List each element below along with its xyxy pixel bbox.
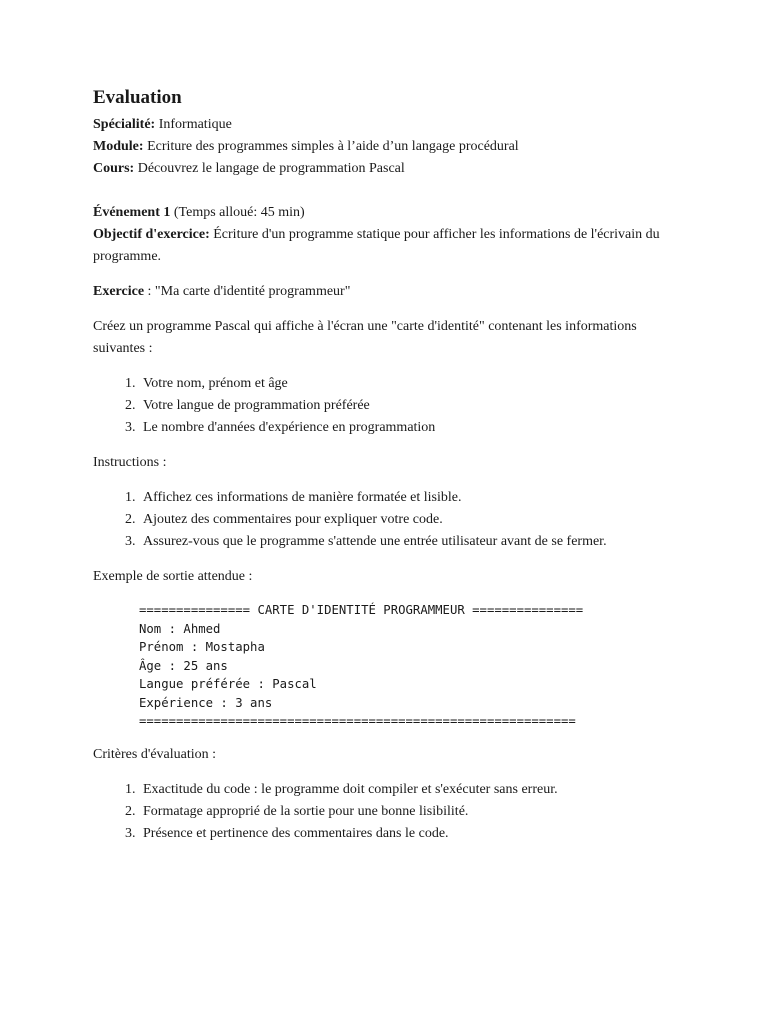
code-line: Expérience : 3 ans: [139, 695, 273, 710]
list-item: 3. Assurez-vous que le programme s'attende une entrée utilisateur avant de se fermer.: [139, 531, 675, 553]
event-time: (Temps alloué: 45 min): [170, 205, 305, 220]
example-output-block: [93, 601, 675, 731]
meta-label: Spécialité:: [93, 117, 156, 132]
meta-label: Cours:: [93, 161, 135, 176]
meta-specialite: [93, 114, 675, 136]
list-item: 2. Formatage approprié de la sortie pour une bonne lisibilité.: [139, 801, 675, 823]
meta-value: Découvrez le langage de programmation Pascal: [134, 161, 405, 176]
list-item: 3. Le nombre d'années d'expérience en programmation: [139, 417, 675, 439]
list-item: 3. Présence et pertinence des commentaires dans le code.: [139, 823, 675, 845]
example-heading: Exemple de sortie attendue :: [93, 569, 253, 584]
list-item: 2. Ajoutez des commentaires pour expliquer votre code.: [139, 509, 675, 531]
document-title: Evaluation: [93, 87, 182, 108]
objective-text: Écriture d'un programme statique pour afficher les informations de l'écrivain du programme.: [93, 227, 660, 264]
instructions-list: [93, 487, 675, 553]
info-list: [93, 373, 675, 439]
meta-cours: [93, 158, 675, 180]
list-item: 1. Exactitude du code : le programme doit compiler et s'exécuter sans erreur.: [139, 779, 675, 801]
meta-label: Module:: [93, 139, 144, 154]
intro-paragraph: Créez un programme Pascal qui affiche à l'écran une "carte d'identité" contenant les informations suivantes :: [93, 319, 637, 356]
meta-module: [93, 136, 675, 158]
code-line: =============== CARTE D'IDENTITÉ PROGRAMMEUR ===============: [139, 603, 584, 617]
event-line: [93, 202, 675, 224]
code-line: Prénom : Mostapha: [139, 640, 265, 654]
list-item: 1. Affichez ces informations de manière formatée et lisible.: [139, 487, 675, 509]
criteria-list: [93, 779, 675, 845]
criteria-heading: Critères d'évaluation :: [93, 746, 217, 762]
code-line: Âge : 25 ans: [139, 658, 228, 673]
objective-label: Objectif d'exercice:: [93, 227, 210, 242]
exercise-label: Exercice: [93, 284, 145, 299]
meta-value: Ecriture des programmes simples à l’aide d’un langage procédural: [143, 139, 519, 154]
code-line: Nom : Ahmed: [139, 621, 221, 636]
list-item: 1. Votre nom, prénom et âge: [139, 373, 675, 395]
meta-value: Informatique: [155, 117, 232, 132]
event-label: Événement 1: [93, 205, 171, 220]
instructions-heading: Instructions :: [93, 455, 167, 470]
code-line: ===========================================================: [139, 714, 576, 728]
objective-paragraph: [93, 224, 675, 268]
exercise-text: : "Ma carte d'identité programmeur": [144, 284, 351, 299]
code-line: Langue préférée : Pascal: [139, 677, 317, 691]
exercise-line: [93, 281, 675, 303]
list-item: 2. Votre langue de programmation préférée: [139, 395, 675, 417]
